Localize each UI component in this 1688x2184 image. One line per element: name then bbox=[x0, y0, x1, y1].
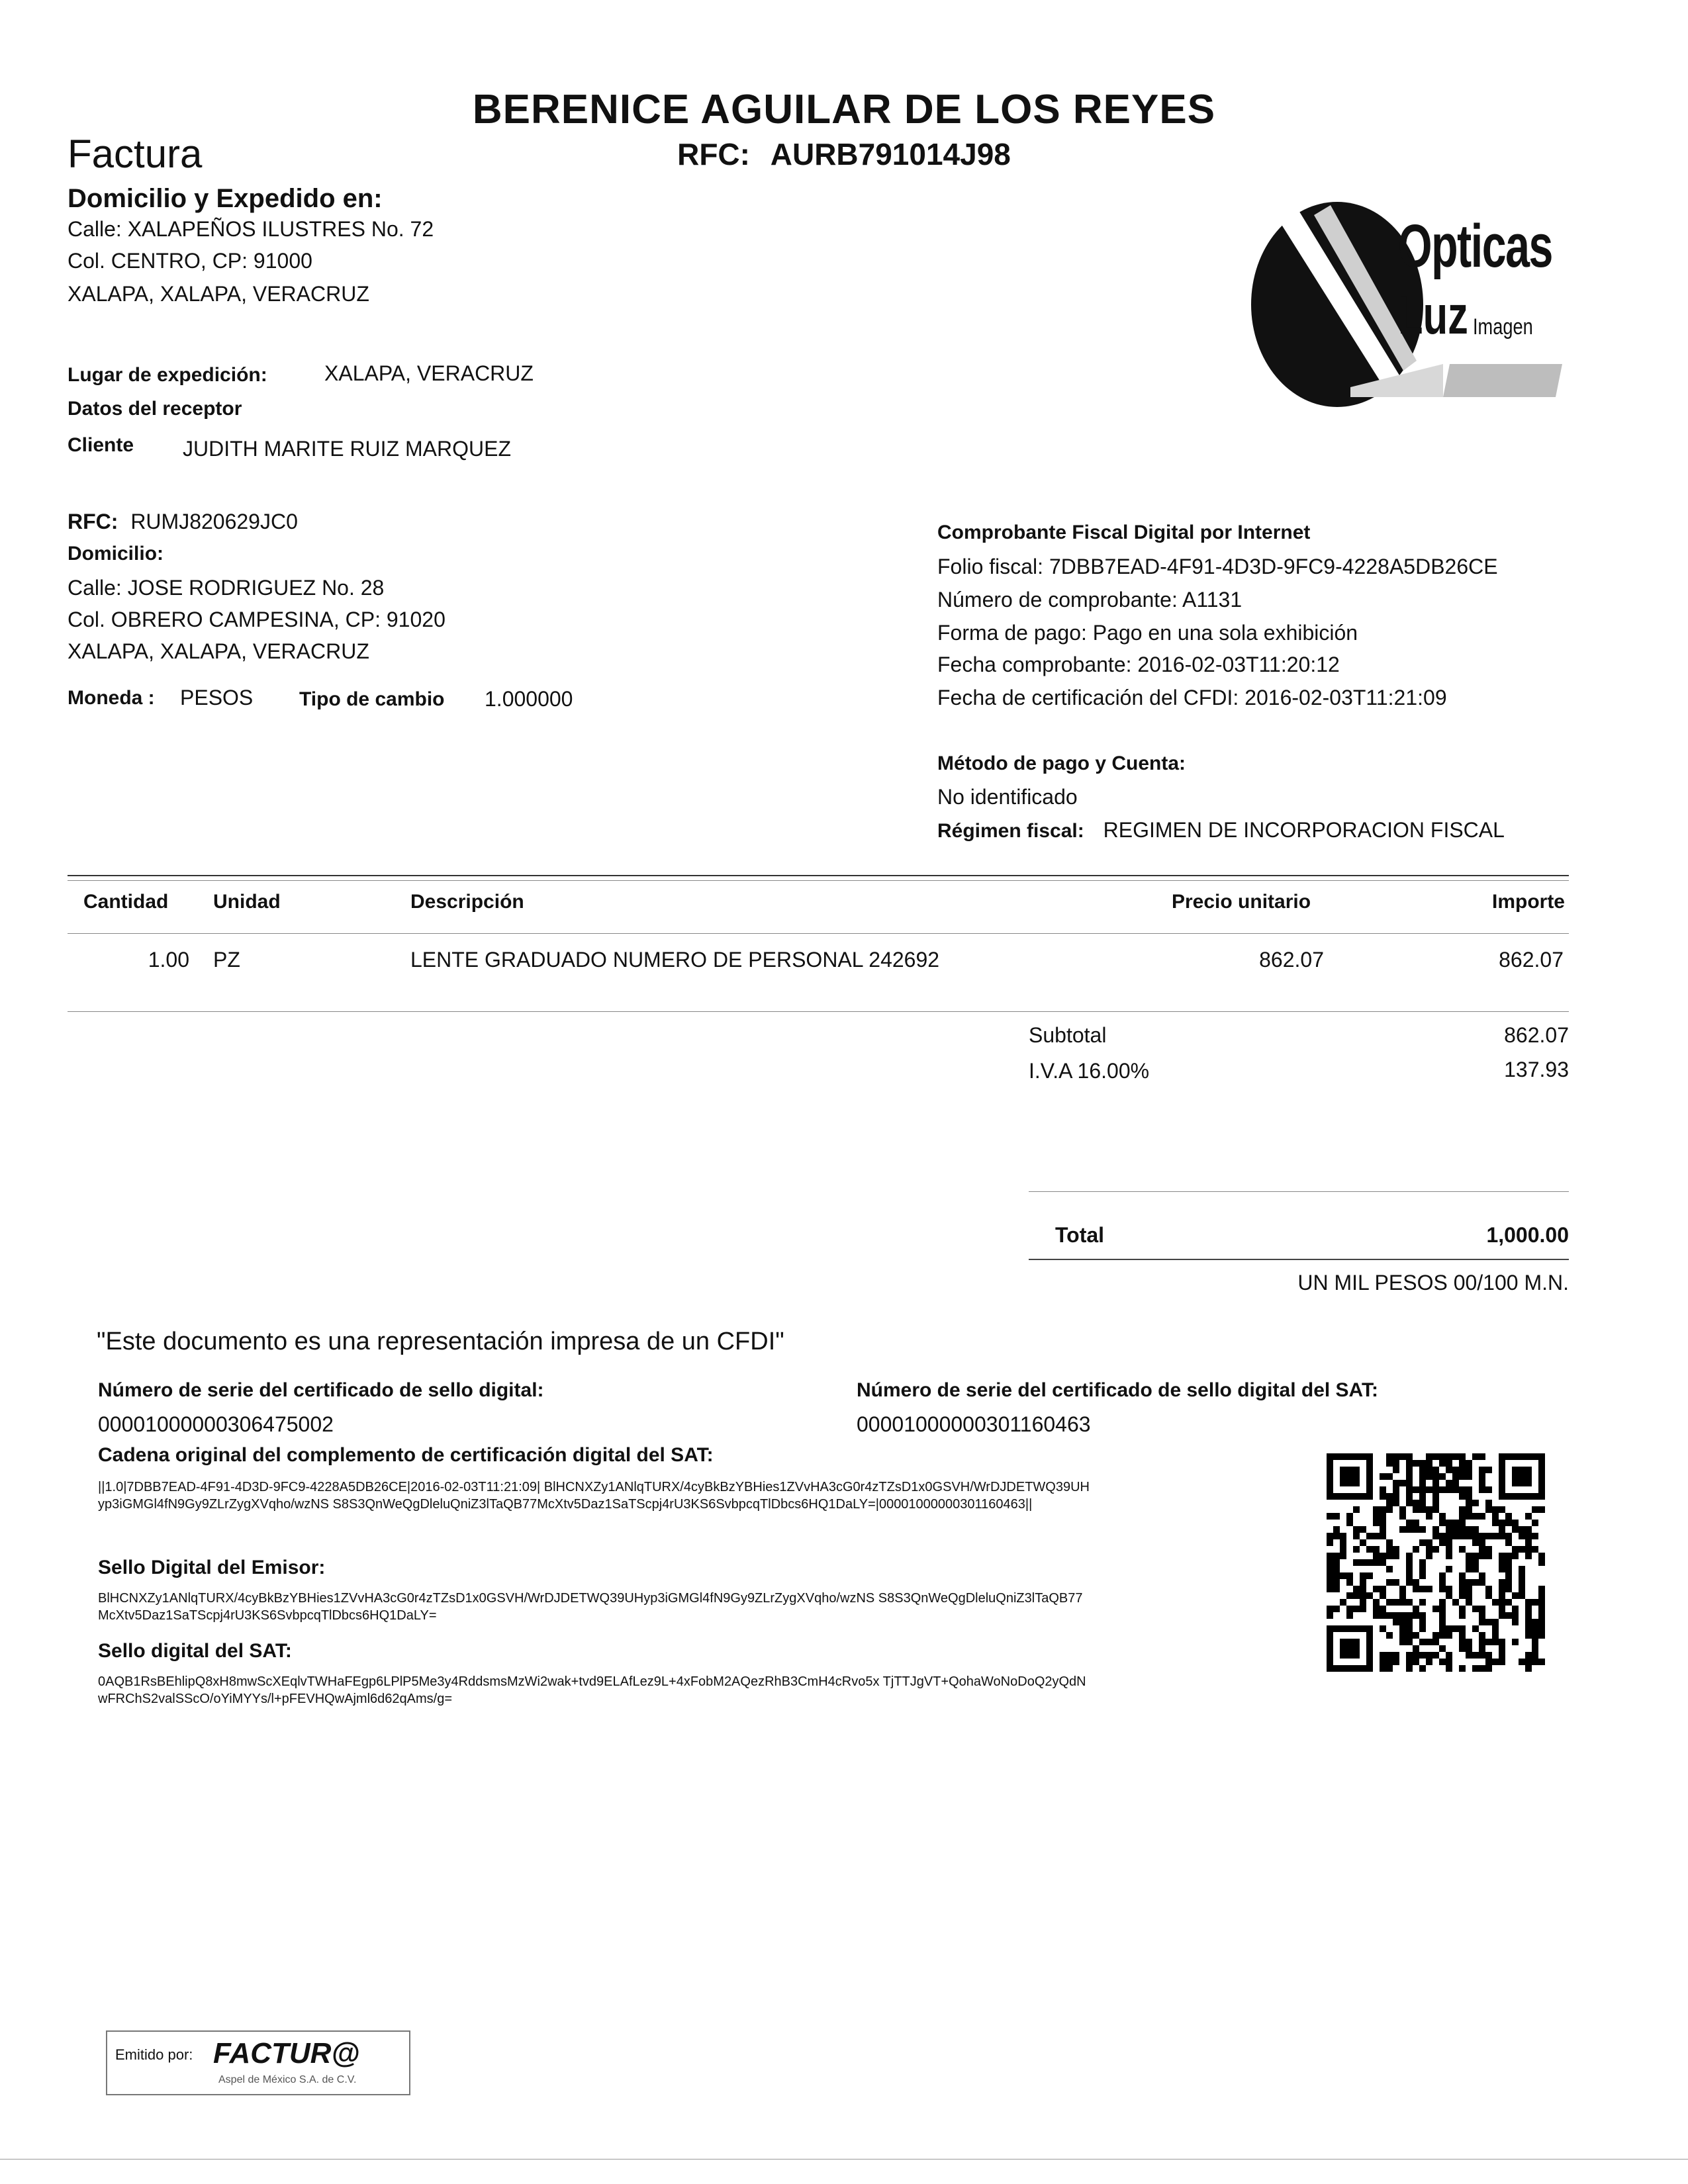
exchange-value: 1.000000 bbox=[485, 687, 573, 711]
row-unidad: PZ bbox=[213, 948, 240, 972]
sello-emisor-value: BlHCNXZy1ANlqTURX/4cyBkBzYBHies1ZVvHA3cG0r4zTZsD1x0GSVH/WrDJDETWQ39UHyp3iGMGl4fN9Gy9ZLrZygXVqho/wzNS S8S3QnWeQgDleluQniZ3lTaQB77McXtv5Daz1SaTScpj4rU3KS6SvbpcqTlDbcs6HQ1DaLY= bbox=[98, 1591, 1083, 1623]
receiver-heading: Datos del receptor bbox=[68, 398, 242, 420]
metodo-value: No identificado bbox=[937, 785, 1078, 809]
header-cantidad: Cantidad bbox=[83, 891, 169, 913]
emitido-brand: FACTUR@ bbox=[213, 2037, 360, 2070]
iva-label: I.V.A 16.00% bbox=[1029, 1059, 1150, 1083]
place-value: XALAPA, VERACRUZ bbox=[324, 361, 534, 385]
company-logo bbox=[1251, 199, 1569, 417]
table-header-rule bbox=[68, 933, 1569, 934]
totals-rule-top bbox=[1029, 1191, 1569, 1192]
header-unidad: Unidad bbox=[213, 891, 281, 913]
cfdi-numero: Número de comprobante: A1131 bbox=[937, 588, 1243, 612]
header-precio: Precio unitario bbox=[1172, 891, 1311, 913]
receiver-address-label: Domicilio: bbox=[68, 543, 164, 565]
cadena-value: ||1.0|7DBB7EAD-4F91-4D3D-9FC9-4228A5DB26CE|2016-02-03T11:21:09| BlHCNXZy1ANlqTURX/4cyBkBzYBHies1ZVvHA3cG0r4zTZsD1x0GSVH/WrDJDETWQ39UHyp3iGMGl4fN9Gy9ZLrZygXVqho/wzNS S8S3QnWeQgDleluQniZ3lTaQB77McXtv5Daz1SaTScpj4rU3KS6SvbpcqTlDbcs6HQ1DaLY=|00001000000301160463|| bbox=[98, 1480, 1090, 1512]
metodo-heading: Método de pago y Cuenta: bbox=[937, 752, 1186, 774]
exchange-label: Tipo de cambio bbox=[299, 688, 445, 710]
total-in-words: UN MIL PESOS 00/100 M.N. bbox=[1297, 1271, 1569, 1295]
totals-rule-bottom bbox=[1029, 1259, 1569, 1260]
row-precio: 862.07 bbox=[1259, 948, 1324, 972]
issuer-rfc-label: RFC: bbox=[677, 137, 750, 171]
cfdi-fecha-cert: Fecha de certificación del CFDI: 2016-02-03T11:21:09 bbox=[937, 686, 1447, 709]
issuer-address-line-3: XALAPA, XALAPA, VERACRUZ bbox=[68, 282, 369, 306]
cert-label: Número de serie del certificado de sello digital: bbox=[98, 1379, 544, 1401]
row-descripcion: LENTE GRADUADO NUMERO DE PERSONAL 242692 bbox=[410, 948, 940, 972]
client-label: Cliente bbox=[68, 434, 134, 456]
sello-sat-label: Sello digital del SAT: bbox=[98, 1640, 292, 1662]
header-descripcion: Descripción bbox=[410, 891, 524, 913]
logo-word-imagen: Imagen bbox=[1473, 314, 1533, 340]
qr-code-icon bbox=[1327, 1453, 1545, 1672]
issuer-rfc bbox=[0, 136, 1688, 172]
page-bottom-rule bbox=[0, 2159, 1688, 2160]
row-cantidad: 1.00 bbox=[148, 948, 189, 972]
currency-label: Moneda : bbox=[68, 687, 155, 709]
emitido-label: Emitido por: bbox=[115, 2046, 193, 2063]
regimen bbox=[937, 818, 1505, 842]
table-bottom-rule bbox=[68, 1011, 1569, 1012]
table-header bbox=[0, 891, 1688, 917]
regimen-label: Régimen fiscal: bbox=[937, 820, 1084, 842]
emitido-por-stamp bbox=[106, 2030, 410, 2095]
cadena-label: Cadena original del complemento de certificación digital del SAT: bbox=[98, 1444, 714, 1466]
header-importe: Importe bbox=[1491, 891, 1565, 913]
address-heading: Domicilio y Expedido en: bbox=[68, 184, 383, 213]
sat-cert-value: 00001000000301160463 bbox=[857, 1412, 1091, 1436]
issuer-name: BERENICE AGUILAR DE LOS REYES bbox=[472, 87, 1216, 132]
receiver-address-line-1: Calle: JOSE RODRIGUEZ No. 28 bbox=[68, 576, 385, 600]
subtotal-label: Subtotal bbox=[1029, 1023, 1107, 1047]
currency-value: PESOS bbox=[180, 686, 254, 709]
sello-emisor-label: Sello Digital del Emisor: bbox=[98, 1557, 326, 1578]
subtotal-value: 862.07 bbox=[1504, 1023, 1569, 1047]
table-row bbox=[0, 948, 1688, 976]
cert-value: 00001000000306475002 bbox=[98, 1412, 334, 1436]
logo-word-luz: Luz bbox=[1398, 285, 1468, 345]
cfdi-forma-pago: Forma de pago: Pago en una sola exhibición bbox=[937, 621, 1358, 645]
receiver-rfc-label: RFC: bbox=[68, 510, 118, 533]
receiver-address-line-2: Col. OBRERO CAMPESINA, CP: 91020 bbox=[68, 608, 445, 631]
total-label: Total bbox=[1055, 1223, 1105, 1247]
sello-sat-value: 0AQB1RsBEhlipQ8xH8mwScXEqlvTWHaFEgp6LPlP5Me3y4RddsmsMzWi2wak+tvd9ELAfLez9L+4xFobM2AQezRhB3CmH4cRvo5x TjTTJgVT+QohaWoNoDoQ2yQdNwFRChS2valSScO/oYiMYYs/l+pFEVHQwAjml6d62qAms/g= bbox=[98, 1674, 1086, 1706]
receiver-rfc bbox=[68, 510, 298, 534]
table-top-rule bbox=[68, 875, 1569, 876]
client-name: JUDITH MARITE RUIZ MARQUEZ bbox=[183, 437, 511, 461]
regimen-value: REGIMEN DE INCORPORACION FISCAL bbox=[1103, 818, 1505, 842]
table-top-rule-2 bbox=[68, 880, 1569, 881]
iva-value: 137.93 bbox=[1504, 1058, 1569, 1081]
emitido-sub: Aspel de México S.A. de C.V. bbox=[218, 2074, 357, 2085]
place-label: Lugar de expedición: bbox=[68, 364, 267, 386]
issuer-address-line-1: Calle: XALAPEÑOS ILUSTRES No. 72 bbox=[68, 217, 434, 241]
receiver-address-line-3: XALAPA, XALAPA, VERACRUZ bbox=[68, 639, 369, 663]
doc-type: Factura bbox=[68, 132, 203, 176]
logo-word-opticas: Opticas bbox=[1398, 212, 1552, 280]
row-importe: 862.07 bbox=[1499, 948, 1564, 972]
sat-cert-label: Número de serie del certificado de sello digital del SAT: bbox=[857, 1379, 1378, 1401]
representation-note: "Este documento es una representación impresa de un CFDI" bbox=[97, 1328, 784, 1355]
cfdi-heading: Comprobante Fiscal Digital por Internet bbox=[937, 522, 1311, 543]
total-value: 1,000.00 bbox=[1486, 1223, 1569, 1247]
cfdi-folio: Folio fiscal: 7DBB7EAD-4F91-4D3D-9FC9-4228A5DB26CE bbox=[937, 555, 1498, 578]
issuer-rfc-value: AURB791014J98 bbox=[770, 137, 1011, 171]
cfdi-fecha: Fecha comprobante: 2016-02-03T11:20:12 bbox=[937, 653, 1340, 676]
issuer-address-line-2: Col. CENTRO, CP: 91000 bbox=[68, 249, 312, 273]
receiver-rfc-value: RUMJ820629JC0 bbox=[130, 510, 298, 533]
